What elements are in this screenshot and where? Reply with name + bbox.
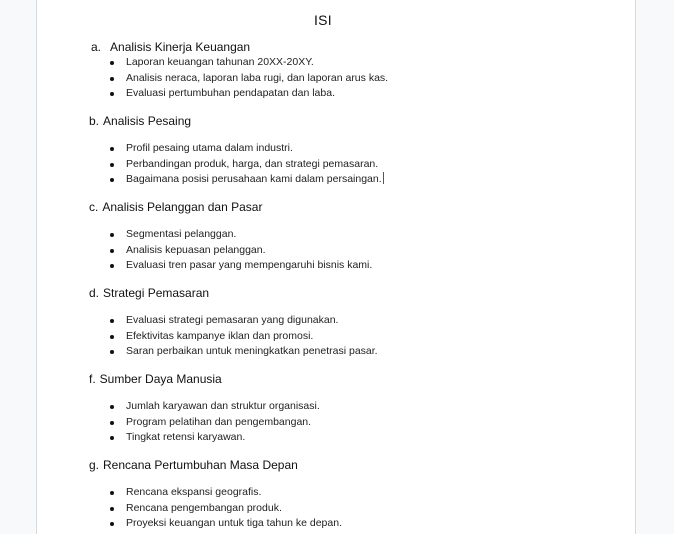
bullet-icon bbox=[110, 421, 114, 425]
list-item: Saran perbaikan untuk meningkatkan penetrasi pasar. bbox=[37, 344, 378, 360]
bullet-icon bbox=[110, 522, 114, 526]
list-item: Bagaimana posisi perusahaan kami dalam persaingan. bbox=[37, 172, 384, 188]
list-item: Program pelatihan dan pengembangan. bbox=[37, 415, 320, 431]
bullet-list-d bbox=[37, 313, 378, 360]
section-title: Analisis Kinerja Keuangan bbox=[110, 40, 251, 54]
bullet-icon bbox=[110, 507, 114, 511]
list-item: Efektivitas kampanye iklan dan promosi. bbox=[37, 329, 378, 345]
section-title: Rencana Pertumbuhan Masa Depan bbox=[103, 458, 298, 472]
bullet-icon bbox=[110, 405, 114, 409]
section-title: Analisis Pelanggan dan Pasar bbox=[102, 200, 263, 214]
bullet-icon bbox=[110, 319, 114, 323]
section-heading-c bbox=[89, 200, 262, 214]
section-heading-a bbox=[91, 40, 250, 54]
section-heading-g bbox=[89, 458, 298, 472]
bullet-icon bbox=[110, 249, 114, 253]
list-item: Evaluasi tren pasar yang mempengaruhi bisnis kami. bbox=[37, 258, 372, 274]
list-item: Evaluasi strategi pemasaran yang digunakan. bbox=[37, 313, 378, 329]
bullet-icon bbox=[110, 264, 114, 268]
bullet-list-b bbox=[37, 141, 384, 188]
section-marker: d. bbox=[89, 286, 100, 300]
bullet-icon bbox=[110, 350, 114, 354]
section-title: Strategi Pemasaran bbox=[103, 286, 210, 300]
bullet-list-f bbox=[37, 399, 320, 446]
text-cursor bbox=[383, 172, 384, 184]
section-marker: g. bbox=[89, 458, 100, 472]
bullet-icon bbox=[110, 61, 114, 65]
bullet-icon bbox=[110, 233, 114, 237]
list-item: Analisis kepuasan pelanggan. bbox=[37, 243, 372, 259]
section-title: Analisis Pesaing bbox=[103, 114, 192, 128]
section-title: Sumber Daya Manusia bbox=[99, 372, 222, 386]
section-heading-f bbox=[89, 372, 222, 386]
bullet-icon bbox=[110, 147, 114, 151]
list-item: Proyeksi keuangan untuk tiga tahun ke depan. bbox=[37, 516, 342, 532]
list-item: Profil pesaing utama dalam industri. bbox=[37, 141, 384, 157]
list-item: Perbandingan produk, harga, dan strategi pemasaran. bbox=[37, 157, 384, 173]
section-heading-b bbox=[89, 114, 191, 128]
bullet-icon bbox=[110, 163, 114, 167]
list-item: Jumlah karyawan dan struktur organisasi. bbox=[37, 399, 320, 415]
list-item: Rencana ekspansi geografis. bbox=[37, 485, 342, 501]
bullet-icon bbox=[110, 77, 114, 81]
section-marker: f. bbox=[89, 372, 96, 386]
list-item: Laporan keuangan tahunan 20XX-20XY. bbox=[37, 55, 388, 71]
bullet-list-g bbox=[37, 485, 342, 532]
bullet-icon bbox=[110, 436, 114, 440]
section-marker: b. bbox=[89, 114, 100, 128]
list-item: Tingkat retensi karyawan. bbox=[37, 430, 320, 446]
bullet-list-a bbox=[37, 55, 388, 102]
section-marker: a. bbox=[91, 40, 102, 54]
bullet-icon bbox=[110, 491, 114, 495]
list-item: Analisis neraca, laporan laba rugi, dan laporan arus kas. bbox=[37, 71, 388, 87]
section-marker: c. bbox=[89, 200, 99, 214]
bullet-icon bbox=[110, 92, 114, 96]
list-item: Rencana pengembangan produk. bbox=[37, 501, 342, 517]
bullet-icon bbox=[110, 178, 114, 182]
bullet-icon bbox=[110, 335, 114, 339]
section-heading-d bbox=[89, 286, 209, 300]
document-page[interactable] bbox=[36, 0, 636, 534]
page-title: ISI bbox=[313, 12, 333, 28]
bullet-list-c bbox=[37, 227, 372, 274]
list-item: Segmentasi pelanggan. bbox=[37, 227, 372, 243]
list-item: Evaluasi pertumbuhan pendapatan dan laba. bbox=[37, 86, 388, 102]
